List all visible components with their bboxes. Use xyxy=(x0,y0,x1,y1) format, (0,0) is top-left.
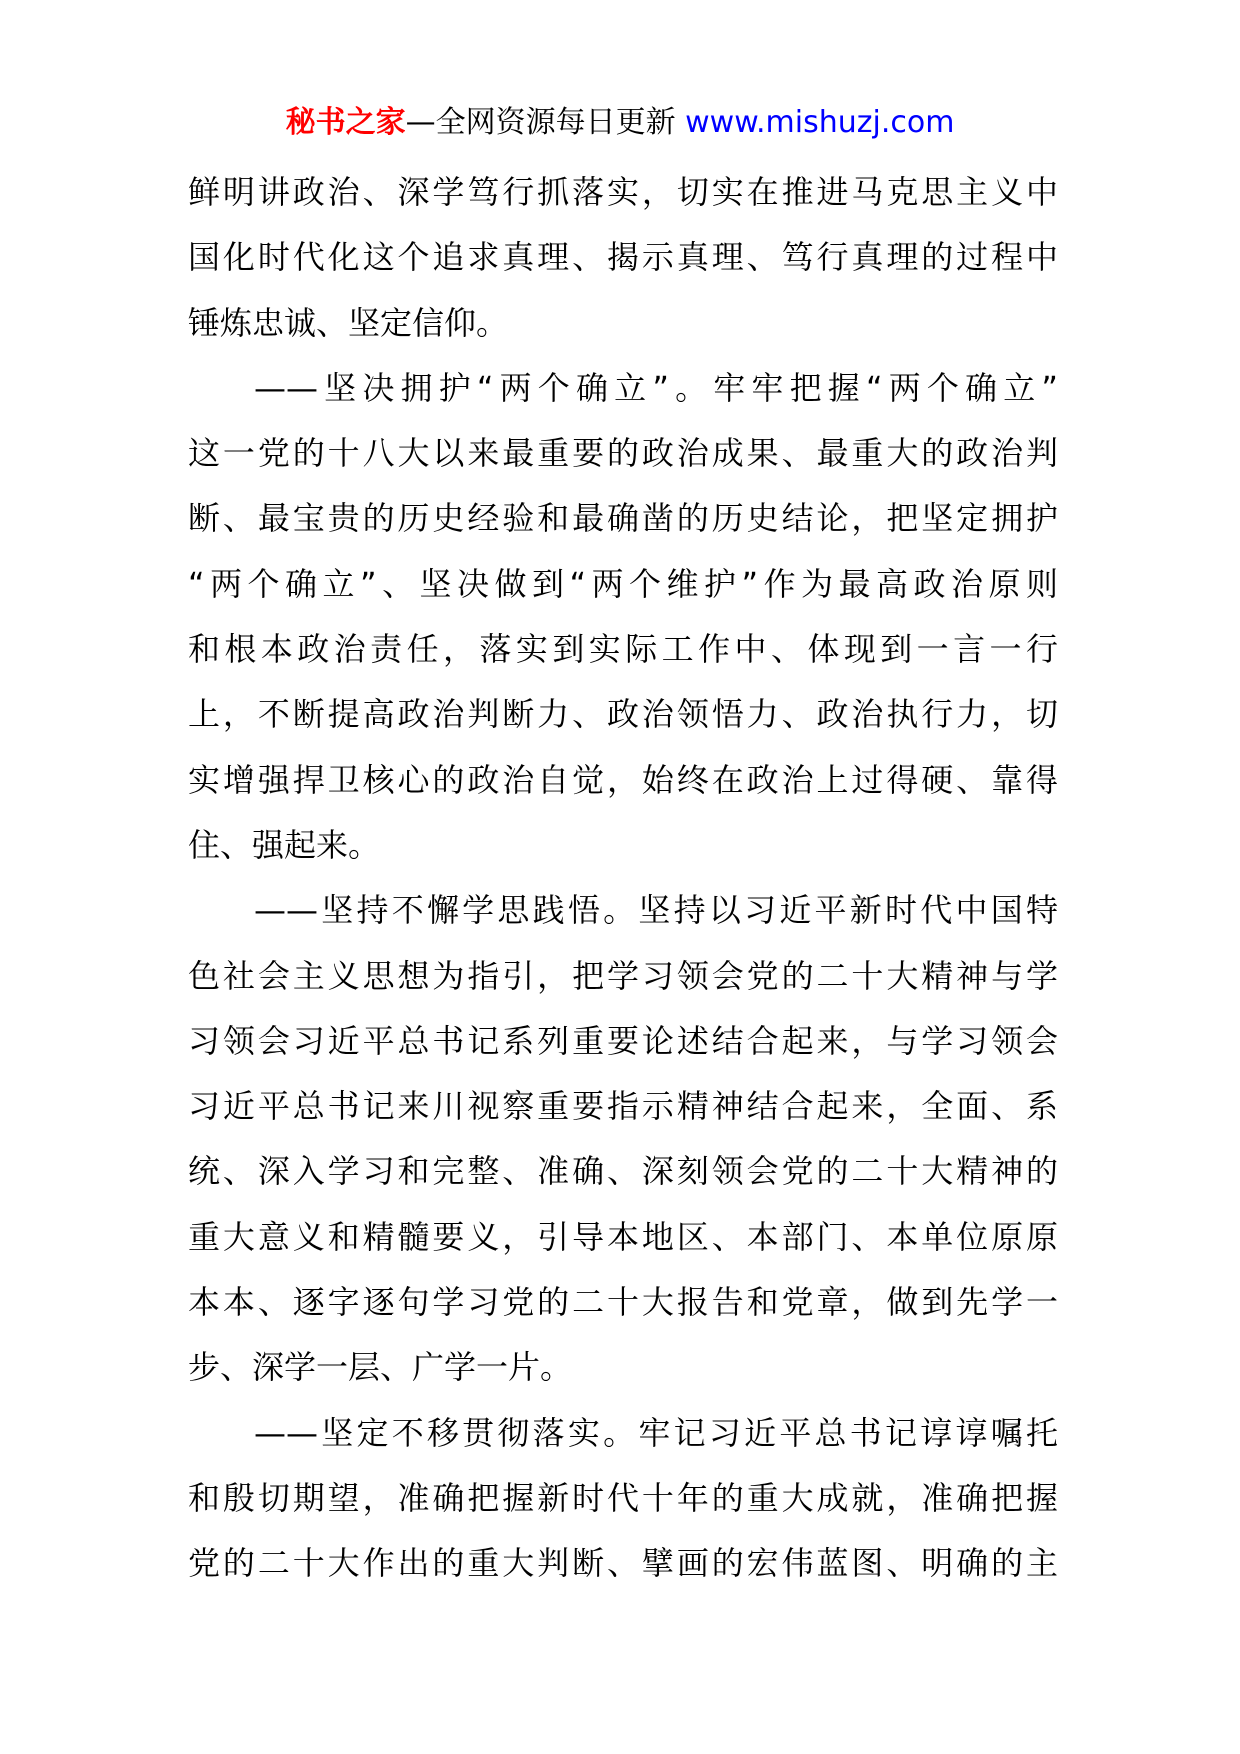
text-line: 本本、逐字逐句学习党的二十大报告和党章，做到先学一 xyxy=(188,1283,1058,1322)
text-line: 这一党的十八大以来最重要的政治成果、最重大的政治判 xyxy=(188,434,1058,473)
text-line: 鲜明讲政治、深学笃行抓落实，切实在推进马克思主义中 xyxy=(188,173,1058,211)
text-line: 和根本政治责任，落实到实际工作中、体现到一言一行 xyxy=(188,630,1058,669)
text-line: 断、最宝贵的历史经验和最确凿的历史结论，把坚定拥护 xyxy=(188,499,1058,538)
text-line: 习领会习近平总书记系列重要论述结合起来，与学习领会 xyxy=(188,1021,1058,1060)
text-line: 住、强起来。 xyxy=(188,825,381,864)
site-brand: 秘书之家 xyxy=(285,105,406,140)
text-line: 锤炼忠诚、坚定信仰。 xyxy=(188,303,509,342)
text-line: 色社会主义思想为指引，把学习领会党的二十大精神与学 xyxy=(188,956,1058,995)
section-heading-line: ——坚持不懈学思践悟。坚持以习近平新时代中国特 xyxy=(254,891,1058,930)
site-header xyxy=(0,100,1240,146)
section-heading-line: ——坚决拥护“两个确立”。牢牢把握“两个确立” xyxy=(254,368,1058,407)
text-line: 步、深学一层、广学一片。 xyxy=(188,1348,573,1387)
text-line: 习近平总书记来川视察重要指示精神结合起来，全面、系 xyxy=(188,1087,1058,1126)
document-body xyxy=(188,160,1058,1597)
text-line: 重大意义和精髓要义，引导本地区、本部门、本单位原原 xyxy=(188,1217,1058,1256)
text-line: 统、深入学习和完整、准确、深刻领会党的二十大精神的 xyxy=(188,1152,1058,1191)
text-line: 实增强捍卫核心的政治自觉，始终在政治上过得硬、靠得 xyxy=(188,760,1058,799)
site-url-link[interactable]: www.mishuzj.com xyxy=(685,105,955,140)
section-heading-line: ——坚定不移贯彻落实。牢记习近平总书记谆谆嘱托 xyxy=(254,1413,1058,1452)
text-line: “两个确立”、坚决做到“两个维护”作为最高政治原则 xyxy=(188,564,1058,603)
text-line: 国化时代化这个追求真理、揭示真理、笃行真理的过程中 xyxy=(188,238,1058,277)
site-tagline: —全网资源每日更新 xyxy=(405,105,676,140)
text-line: 和殷切期望，准确把握新时代十年的重大成就，准确把握 xyxy=(188,1478,1058,1517)
text-line: 党的二十大作出的重大判断、擘画的宏伟蓝图、明确的主 xyxy=(188,1544,1058,1583)
text-line: 上，不断提高政治判断力、政治领悟力、政治执行力，切 xyxy=(188,695,1058,734)
